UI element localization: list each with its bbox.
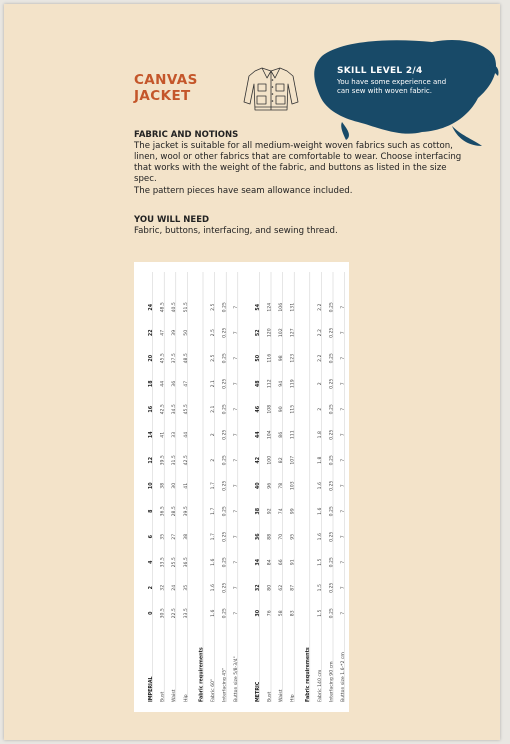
size-cell: 2.1 xyxy=(211,380,216,388)
size-cell: 107 xyxy=(290,455,296,465)
size-cell: 0.25 xyxy=(222,327,228,338)
size-cell: 7 xyxy=(234,382,240,386)
size-cell: 66 xyxy=(279,559,284,566)
size-cell: 70 xyxy=(279,533,284,540)
size-cell: 0.25 xyxy=(222,302,228,313)
size-cell: 0.25 xyxy=(222,506,228,517)
size-header-value: 10 xyxy=(149,482,154,490)
size-cell: 7 xyxy=(234,458,240,462)
size-cell: 2 xyxy=(317,407,323,411)
size-cell: 30 xyxy=(172,482,178,489)
size-cell: 0.25 xyxy=(222,429,228,440)
size-cell: 0.25 xyxy=(329,353,335,364)
size-cell: 92 xyxy=(267,508,273,515)
size-cell: 0.25 xyxy=(222,557,228,568)
size-cell: 7 xyxy=(234,407,240,411)
size-cell: 99 xyxy=(290,508,296,515)
size-cell: 39.5 xyxy=(183,506,189,517)
size-cell: 1.7 xyxy=(211,482,216,490)
size-cell: 51.5 xyxy=(183,302,189,313)
size-cell: 1.6 xyxy=(211,584,216,592)
size-chart-card xyxy=(134,262,349,712)
size-cell: 131 xyxy=(290,302,296,312)
size-header-value: 50 xyxy=(255,354,261,362)
size-cell: 22.5 xyxy=(172,608,178,619)
size-cell: 0.25 xyxy=(222,608,228,619)
size-cell: 0.25 xyxy=(222,353,228,364)
size-cell: 76 xyxy=(267,610,273,617)
size-cell: 2.1 xyxy=(211,405,216,413)
size-cell: 37.5 xyxy=(172,353,178,364)
size-cell: 78 xyxy=(279,482,284,489)
size-section-header: Fabric requirements xyxy=(199,647,205,702)
size-header-value: 30 xyxy=(255,609,261,617)
size-cell: 7 xyxy=(341,356,346,360)
size-cell: 44 xyxy=(183,431,189,438)
size-row-label: Fabric 140 cm xyxy=(317,669,323,702)
size-section-header: METRIC xyxy=(255,681,261,702)
size-cell: 0.25 xyxy=(329,608,335,619)
size-cell: 0.25 xyxy=(329,455,335,466)
seam-allowance-note: The pattern pieces have seam allowance included. xyxy=(134,186,353,196)
size-cell: 116 xyxy=(267,353,273,363)
size-row-label: Bust xyxy=(160,691,166,702)
size-cell: 98 xyxy=(279,355,284,362)
size-cell: 27 xyxy=(172,533,178,540)
size-cell: 40.5 xyxy=(172,302,178,313)
size-section-header: IMPERIAL xyxy=(149,676,154,702)
size-cell: 45.5 xyxy=(160,353,166,364)
size-cell: 45.5 xyxy=(183,404,189,415)
size-header-value: 44 xyxy=(255,431,261,439)
size-cell: 90 xyxy=(279,406,284,413)
size-cell: 83 xyxy=(290,610,296,617)
size-cell: 2.2 xyxy=(317,354,323,362)
size-header-value: 6 xyxy=(149,535,154,539)
size-cell: 7 xyxy=(341,484,346,488)
size-row-label: Waist xyxy=(279,689,284,702)
size-cell: 2.5 xyxy=(211,354,216,362)
size-cell: 44 xyxy=(160,380,166,387)
size-cell: 25.5 xyxy=(172,557,178,568)
size-cell: 42.5 xyxy=(183,455,189,466)
size-cell: 7 xyxy=(341,611,346,615)
size-cell: 1.5 xyxy=(317,584,323,592)
size-cell: 1.7 xyxy=(211,533,216,541)
size-cell: 28.5 xyxy=(172,506,178,517)
size-cell: 2.2 xyxy=(317,329,323,337)
size-header-value: 8 xyxy=(149,509,154,513)
size-cell: 7 xyxy=(341,305,346,309)
size-cell: 124 xyxy=(267,302,273,312)
size-header-value: 16 xyxy=(149,405,154,413)
size-header-value: 40 xyxy=(255,482,261,490)
size-cell: 94 xyxy=(279,380,284,387)
size-cell: 0.25 xyxy=(329,557,335,568)
size-row-label: Bust xyxy=(267,691,273,702)
size-cell: 111 xyxy=(290,430,296,440)
size-cell: 7 xyxy=(341,458,346,462)
size-cell: 47 xyxy=(183,380,189,387)
size-cell: 1.7 xyxy=(211,507,216,515)
size-header-value: 2 xyxy=(149,586,154,590)
size-cell: 36 xyxy=(172,380,178,387)
size-cell: 7 xyxy=(234,535,240,539)
size-cell: 127 xyxy=(290,328,296,338)
size-cell: 50 xyxy=(183,329,189,336)
size-header-value: 46 xyxy=(255,405,261,413)
size-cell: 36.5 xyxy=(183,557,189,568)
size-row-label: Hip xyxy=(290,694,296,702)
size-cell: 108 xyxy=(267,404,273,414)
size-header-value: 14 xyxy=(149,431,154,439)
size-cell: 41 xyxy=(183,482,189,489)
size-cell: 36.5 xyxy=(160,506,166,517)
size-cell: 0.25 xyxy=(329,429,335,440)
size-cell: 1.5 xyxy=(317,609,323,617)
size-row-label: Hip xyxy=(183,694,189,702)
size-cell: 112 xyxy=(267,379,273,389)
size-cell: 7 xyxy=(234,356,240,360)
size-cell: 115 xyxy=(290,404,296,414)
size-header-value: 42 xyxy=(255,456,261,464)
size-cell: 100 xyxy=(267,455,273,465)
you-will-need-text: Fabric, buttons, interfacing, and sewing thread. xyxy=(134,226,338,236)
size-cell: 24 xyxy=(172,584,178,591)
size-cell: 102 xyxy=(279,328,284,338)
size-cell: 35 xyxy=(160,533,166,540)
size-cell: 7 xyxy=(341,586,346,590)
size-cell: 41 xyxy=(160,431,166,438)
size-cell: 0.25 xyxy=(329,378,335,389)
size-cell: 0.25 xyxy=(329,302,335,313)
size-cell: 2.5 xyxy=(211,303,216,311)
size-cell: 7 xyxy=(234,331,240,335)
size-cell: 33.5 xyxy=(183,608,189,619)
size-cell: 0.25 xyxy=(329,327,335,338)
size-cell: 7 xyxy=(234,586,240,590)
size-header-value: 12 xyxy=(149,456,154,464)
size-cell: 33 xyxy=(172,431,178,438)
size-cell: 34.5 xyxy=(172,404,178,415)
size-cell: 95 xyxy=(290,533,296,540)
size-cell: 48.5 xyxy=(183,353,189,364)
size-header-value: 22 xyxy=(149,329,154,337)
size-cell: 7 xyxy=(234,611,240,615)
size-header-value: 52 xyxy=(255,329,261,337)
size-cell: 1.8 xyxy=(317,456,323,464)
size-cell: 2 xyxy=(211,458,216,462)
size-cell: 0.25 xyxy=(222,455,228,466)
size-section-header: Fabric requirements xyxy=(306,647,312,702)
size-cell: 1.8 xyxy=(317,431,323,439)
size-cell: 33.5 xyxy=(160,557,166,568)
skill-level-description: You have some experience and can sew with woven fabric. xyxy=(337,78,447,95)
size-cell: 7 xyxy=(341,535,346,539)
size-cell: 80 xyxy=(267,584,273,591)
size-row-label: Button size 1.6-*2 cm xyxy=(341,652,346,702)
size-cell: 7 xyxy=(341,433,346,437)
fabric-notions-heading: FABRIC AND NOTIONS xyxy=(134,130,239,140)
size-cell: 1.6 xyxy=(211,609,216,617)
size-cell: 0.25 xyxy=(329,404,335,415)
size-header-value: 34 xyxy=(255,558,261,566)
size-cell: 123 xyxy=(290,353,296,363)
size-cell: 1.6 xyxy=(317,533,323,541)
size-cell: 2 xyxy=(211,433,216,437)
size-header-value: 32 xyxy=(255,584,261,592)
size-cell: 58 xyxy=(279,610,284,617)
size-cell: 62 xyxy=(279,584,284,591)
jacket-illustration xyxy=(240,62,302,114)
size-header-value: 36 xyxy=(255,533,261,541)
skill-level-heading: SKILL LEVEL 2/4 xyxy=(337,66,423,76)
size-cell: 2 xyxy=(317,382,323,386)
size-cell: 1.6 xyxy=(317,482,323,490)
size-cell: 120 xyxy=(267,328,273,338)
pattern-page xyxy=(4,4,500,740)
size-cell: 32 xyxy=(160,584,166,591)
size-cell: 0.25 xyxy=(222,582,228,593)
size-cell: 86 xyxy=(279,431,284,438)
size-header-value: 20 xyxy=(149,354,154,362)
size-cell: 0.25 xyxy=(222,378,228,389)
size-cell: 39.5 xyxy=(160,455,166,466)
skill-level-badge xyxy=(302,26,500,156)
size-row-label: Waist xyxy=(172,689,178,702)
size-cell: 31.5 xyxy=(172,455,178,466)
size-cell: 7 xyxy=(234,560,240,564)
size-cell: 74 xyxy=(279,508,284,515)
size-cell: 38 xyxy=(160,482,166,489)
size-cell: 7 xyxy=(341,560,346,564)
size-cell: 84 xyxy=(267,559,273,566)
size-cell: 48.5 xyxy=(160,302,166,313)
size-cell: 7 xyxy=(234,305,240,309)
size-cell: 35 xyxy=(183,584,189,591)
size-chart xyxy=(134,262,349,712)
size-cell: 0.25 xyxy=(329,506,335,517)
size-cell: 0.25 xyxy=(222,480,228,491)
size-header-value: 4 xyxy=(149,560,154,564)
size-cell: 7 xyxy=(341,331,346,335)
you-will-need-heading: YOU WILL NEED xyxy=(134,215,210,225)
fabric-notions-text: The jacket is suitable for all medium-weight woven fabrics such as cotton, linen, wool or other fabrics that are comfortable to wear. Choose interfacing that works with the weight of the fabric, and buttons as listed in the size spec. xyxy=(134,141,462,184)
size-cell: 119 xyxy=(290,379,296,389)
size-header-value: 38 xyxy=(255,507,261,515)
size-cell: 0.25 xyxy=(329,531,335,542)
size-cell: 2.2 xyxy=(317,303,323,311)
size-cell: 1.6 xyxy=(317,507,323,515)
size-cell: 2.5 xyxy=(211,329,216,337)
size-header-value: 54 xyxy=(255,303,261,311)
size-header-value: 18 xyxy=(149,380,154,388)
size-cell: 7 xyxy=(234,484,240,488)
size-row-label: Fabric 60" xyxy=(211,678,216,702)
size-cell: 7 xyxy=(341,407,346,411)
size-cell: 0.25 xyxy=(329,480,335,491)
size-cell: 104 xyxy=(267,430,273,440)
size-row-label: Interfacing 90 cm xyxy=(329,661,335,702)
size-cell: 38 xyxy=(183,533,189,540)
size-cell: 7 xyxy=(234,509,240,513)
size-header-value: 24 xyxy=(149,303,154,311)
size-cell: 7 xyxy=(234,433,240,437)
size-cell: 91 xyxy=(290,559,296,566)
size-cell: 47 xyxy=(160,329,166,336)
size-header-value: 0 xyxy=(149,611,154,615)
size-cell: 30.5 xyxy=(160,608,166,619)
size-cell: 88 xyxy=(267,533,273,540)
size-cell: 82 xyxy=(279,457,284,464)
size-cell: 103 xyxy=(290,481,296,491)
size-cell: 106 xyxy=(279,302,284,312)
size-cell: 39 xyxy=(172,329,178,336)
size-cell: 7 xyxy=(341,382,346,386)
size-row-label: Interfacing 45" xyxy=(222,667,228,702)
size-cell: 0.25 xyxy=(329,582,335,593)
size-row-label: Button size 5/8-3/4" xyxy=(234,656,240,702)
size-cell: 1.6 xyxy=(211,558,216,566)
size-cell: 42.5 xyxy=(160,404,166,415)
page-title: CANVAS JACKET xyxy=(134,72,198,104)
size-cell: 1.5 xyxy=(317,558,323,566)
size-header-value: 48 xyxy=(255,380,261,388)
size-cell: 96 xyxy=(267,482,273,489)
size-cell: 87 xyxy=(290,584,296,591)
size-cell: 7 xyxy=(341,509,346,513)
size-cell: 0.25 xyxy=(222,404,228,415)
size-cell: 0.25 xyxy=(222,531,228,542)
